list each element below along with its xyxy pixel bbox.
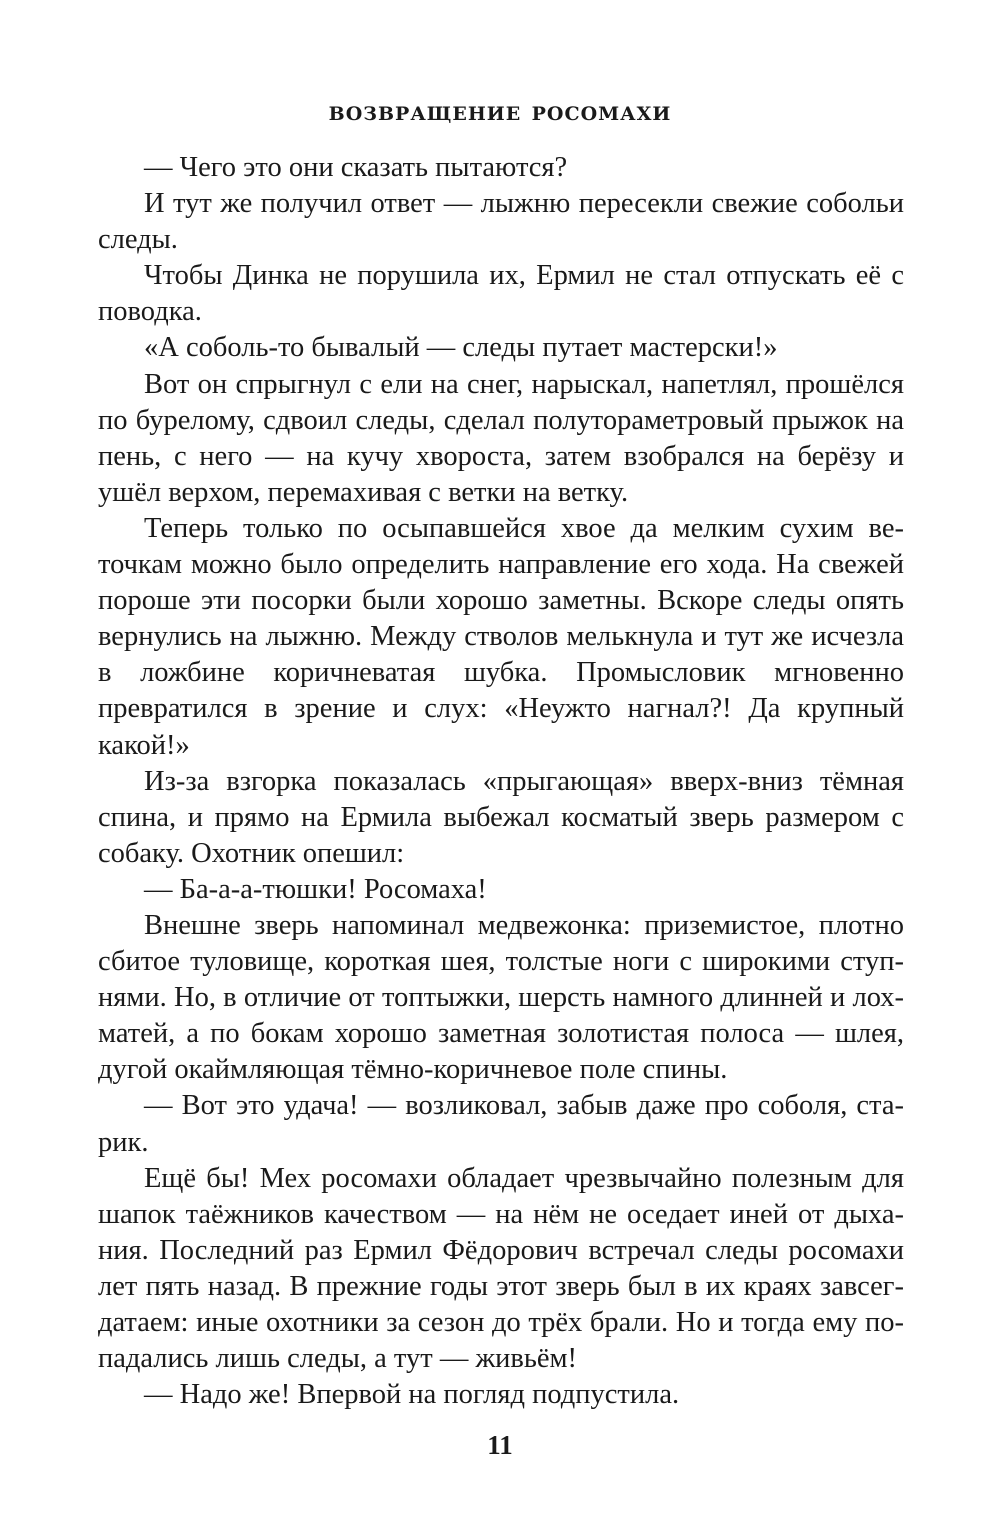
body-text: [98, 150, 904, 1413]
paragraph-11: Ещё бы! Мех росомахи обладает чрезвычайно полезным для шапок таёжников качеством — на нём не оседает иней от дыхания. Последний раз Ермил Фёдорович встречал следы росомахи лет пять назад. В прежние годы этот зверь был в их краях завсегдатаем: иные охотники за сезон до трёх брали. Но и тогда ему попадались лишь следы, а тут — живьём!: [98, 1162, 904, 1375]
paragraph-6: Теперь только по осыпавшейся хвое да мелким сухим веточкам можно было определить направление его хода. На свежей пороше эти посорки были хорошо заметны. Вскоре следы опять вернулись на лыжню. Между стволов мелькнула и тут же исчезла в ложбине коричневатая шубка. Промысловик мгновенно превратился в зрение и слух: «Неужто нагнал?! Да крупный какой!»: [98, 512, 904, 761]
paragraph-8: — Ба-а-а-тюшки! Росомаха!: [144, 873, 487, 905]
paragraph-3: Чтобы Динка не порушила их, Ермил не стал отпускать её с поводка.: [98, 260, 904, 328]
running-title: возвращение росомахи: [328, 96, 672, 127]
paragraph-10: — Вот это удача! — возликовал, забыв даже про соболя, старик.: [98, 1090, 904, 1158]
paragraph-2: И тут же получил ответ — лыжню пересекли свежие собольи следы.: [98, 188, 904, 256]
page-number: 11: [487, 1430, 513, 1460]
paragraph-1: — Чего это они сказать пытаются?: [144, 152, 568, 183]
paragraph-4: «А соболь-то бывалый — следы путает мастерски!»: [144, 332, 778, 364]
paragraph-12: — Надо же! Впервой на погляд подпустила.: [144, 1379, 680, 1411]
paragraph-5: Вот он спрыгнул с ели на снег, нарыскал, напетлял, прошёлся по бурелому, сдвоил следы, сделал полутораметровый прыжок на пень, с него — на кучу хвороста, затем взобрался на берёзу и ушёл верхом, перемахивая с ветки на ветку.: [98, 368, 904, 508]
paragraph-9: Внешне зверь напоминал медвежонка: приземистое, плотно сбитое туловище, короткая шея, толстые ноги с широкими ступнями. Но, в отличие от топтыжки, шерсть намного длинней и лохматей, а по бокам хорошо заметная золотистая полоса — шлея, дугой окаймляющая тёмно-коричневое поле спины.: [98, 909, 904, 1086]
paragraph-7: Из-за взгорка показалась «прыгающая» вверх-вниз тёмная спина, и прямо на Ермила выбежал косматый зверь размером с собаку. Охотник опешил:: [98, 765, 904, 869]
